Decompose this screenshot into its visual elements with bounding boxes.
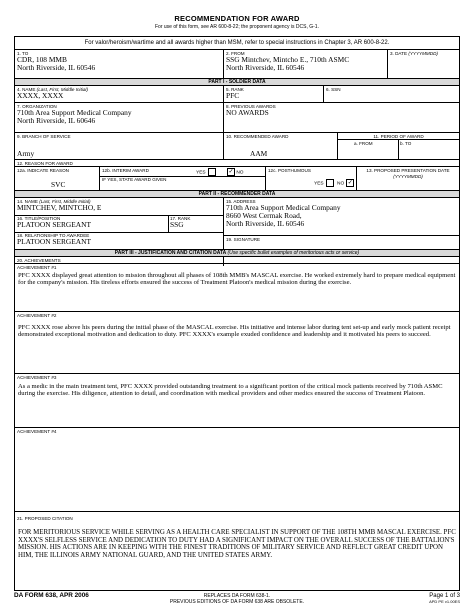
achievement-1[interactable]: ACHIEVEMENT #1 PFC XXXX displayed great attention to mission throughout all phases of 108th MMB's MASCAL exercise. He worked extremely hard to prepare medical equipment for the company's mission. His tireless efforts ensured the success of Treatment Platoon's medical mission during the exercise. xyxy=(15,264,459,312)
row-reason-label: 12. REASON FOR AWARD xyxy=(15,160,459,167)
address-line-2: 8660 West Cermak Road, xyxy=(226,211,302,220)
form-title: RECOMMENDATION FOR AWARD xyxy=(174,14,300,23)
form-body xyxy=(14,36,460,591)
form-id: DA FORM 638, APR 2006 xyxy=(14,592,89,599)
relationship-field[interactable]: 18. RELATIONSHIP TO AWARDEE PLATOON SERGEANT xyxy=(15,232,223,250)
recommender-rank-field[interactable]: 17. RANK SSG xyxy=(168,215,223,232)
address-line-3: North Riverside, IL 60546 xyxy=(226,219,305,228)
part3-title: PART III - JUSTIFICATION AND CITATION DATA (Use specific bullet examples of meritorious acts or service) xyxy=(15,249,459,257)
presentation-date-field[interactable]: 13. PROPOSED PRESENTATION DATE (YYYYMMDD) xyxy=(366,168,450,179)
recommended-award: AAM xyxy=(250,149,268,158)
ssn-field[interactable]: 6. SSN xyxy=(326,87,341,92)
period-field: 11. PERIOD OF AWARD a. FROM b. TO xyxy=(338,133,459,159)
achievement-2-text: PFC XXXX rose above his peers during the initial phase of the MASCAL exercise. His initiative and intense labor during tent set-up and early mock patient receipt demonstrated exceptional motivation and dedication to duty. PFC XXXX's example exuded confidence and leadership and it motivated his peers to succeed. xyxy=(18,324,451,339)
recommender-address-field[interactable]: 15. ADDRESS 710th Area Support Medical Company 8660 West Cermak Road, North Riverside, IL 60546 xyxy=(224,198,459,236)
recommender-name-field[interactable]: 14. NAME (Last, First, Middle Initial) MINTCHEV, MINTCHO, E xyxy=(15,198,223,216)
recommender-name: MINTCHEV, MINTCHO, E xyxy=(17,203,102,212)
organization-field[interactable]: 7. ORGANIZATION 710th Area Support Medical Company North Riverside, IL 60646 xyxy=(15,103,224,132)
branch: Army xyxy=(17,149,35,158)
row-to-from xyxy=(15,50,459,79)
instruction-note: For valor/heroism/wartime and all awards higher than MSM, refer to special instructions in Chapter 3, AR 600-8-22. xyxy=(15,37,459,50)
previous-awards-field[interactable]: 8. PREVIOUS AWARDS NO AWARDS xyxy=(224,103,459,132)
form-subtitle: For use of this form, see AR 600-8-22; the proponent agency is DCS, G-1. xyxy=(155,24,319,30)
recommender-title-field[interactable]: 16. TITLE/POSITION PLATOON SERGEANT xyxy=(15,215,169,232)
achievements-label-row: 20. ACHIEVEMENTS xyxy=(15,257,459,264)
proposed-citation[interactable]: 21. PROPOSED CITATION FOR MERITORIOUS SERVICE WHILE SERVING AS A HEALTH CARE SPECIALIST IN SUPPORT OF THE 108TH MMB MASCAL EXERCISE. PFC XXXX'S SELFLESS SERVICE AND DEDICATION TO DUTY HAD A SIGNIFICANT IMPACT ON THE OVERALL SUCCESS OF THE BATTALION'S MISSION. HIS ACTIONS ARE IN KEEPING WITH THE FINEST TRADITIONS OF MILITARY SERVICE AND REFLECT GREAT CREDIT UPON HIM, THE ILLINOIS ARMY NATIONAL GUARD, AND THE UNITED STATES ARMY. xyxy=(15,512,459,590)
soldier-name: XXXX, XXXX xyxy=(17,91,64,100)
form-header xyxy=(0,14,474,30)
row-soldier-name xyxy=(15,86,459,103)
soldier-name-field[interactable]: 4. NAME (Last, First, Middle Initial) XXXX, XXXX xyxy=(15,86,224,102)
soldier-rank: PFC xyxy=(226,91,240,100)
citation-text: FOR MERITORIOUS SERVICE WHILE SERVING AS A HEALTH CARE SPECIALIST IN SUPPORT OF THE 108TH MMB MASCAL EXERCISE. PFC XXXX'S SELFLESS SERVICE AND DEDICATION TO DUTY HAD A SIGNIFICANT IMPACT ON THE OVERALL SUCCESS OF THE BATTALION'S MISSION. HIS ACTIONS ARE IN KEEPING WITH THE FINEST TRADITIONS OF MILITARY SERVICE AND REFLECT GREAT CREDIT UPON HIM, THE ILLINOIS ARMY NATIONAL GUARD, AND THE UNITED STATES ARMY. xyxy=(18,529,456,559)
recommender-title: PLATOON SERGEANT xyxy=(17,220,91,229)
from-line-1: SSG Mintchev, Mintcho E., 710th ASMC xyxy=(226,55,350,64)
part2-title: PART II - RECOMMENDER DATA xyxy=(15,191,459,198)
row-reason xyxy=(15,167,459,191)
interim-no-checkbox[interactable]: ✓ xyxy=(228,169,234,175)
achievement-1-text: PFC XXXX displayed great attention to mission throughout all phases of 108th MMB's MASCAL exercise. He worked extremely hard to prepare medical equipment for the company's mission. His tireless efforts ensured the success of Treatment Platoon's medical mission during the exercise. xyxy=(18,272,456,287)
relationship: PLATOON SERGEANT xyxy=(17,237,91,246)
soldier-rank-field[interactable]: 5. RANK PFC xyxy=(224,86,324,102)
posthumous-field: 12c. POSTHUMOUS YES NO ✓ xyxy=(266,167,357,190)
period-from-field[interactable]: a. FROM xyxy=(338,140,399,159)
interim-yes-checkbox[interactable] xyxy=(208,168,216,176)
org-line-1: 710th Area Support Medical Company xyxy=(17,108,132,117)
date-field[interactable]: 3. DATE (YYYYMMDD) xyxy=(390,51,438,56)
state-award-label: IF YES, STATE AWARD GIVEN xyxy=(102,177,167,182)
to-field[interactable]: 1. TO CDR, 108 MMB North Riverside, IL 60546 xyxy=(15,50,224,78)
achievement-3-text: As a medic in the main treatment tent, PFC XXXX provided outstanding treatment to a significant portion of the critical mock patients received by 710th ASMC during the exercise. His diligence, attention to detail, and coordination with medical providers and other medics ensured the success of Treatment Platoon. xyxy=(18,383,443,398)
to-line-2: North Riverside, IL 60546 xyxy=(17,63,96,72)
period-to-field[interactable]: b. TO xyxy=(400,141,412,146)
branch-field[interactable]: 9. BRANCH OF SERVICE Army xyxy=(15,133,224,159)
achievement-4[interactable]: ACHIEVEMENT #4 xyxy=(15,428,459,512)
posthumous-yes-checkbox[interactable] xyxy=(326,179,334,187)
org-line-2: North Riverside, IL 60646 xyxy=(17,116,96,125)
page-number: Page 1 of 3 APD PE v1.00ES xyxy=(429,593,460,604)
posthumous-no-checkbox[interactable]: ✓ xyxy=(347,180,353,186)
from-line-2: North Riverside, IL 60546 xyxy=(226,63,305,72)
recommender-rank: SSG xyxy=(170,220,184,229)
achievement-3[interactable]: ACHIEVEMENT #3 As a medic in the main treatment tent, PFC XXXX provided outstanding treatment to a significant portion of the critical mock patients received by 710th ASMC during the exercise. His diligence, attention to detail, and coordination with medical providers and other medics ensured the success of Treatment Platoon. xyxy=(15,374,459,428)
footer-notes: REPLACES DA FORM 638-1. PREVIOUS EDITIONS OF DA FORM 638 ARE OBSOLETE. xyxy=(169,593,305,605)
reason-indicate: SVC xyxy=(51,180,66,189)
interim-award-field: 12b. INTERIM AWARD YES ✓ NO IF YES, STATE AWARD GIVEN xyxy=(100,167,266,190)
previous-awards: NO AWARDS xyxy=(226,108,269,117)
row-branch xyxy=(15,133,459,160)
to-line-1: CDR, 108 MMB xyxy=(17,55,67,64)
row-organization xyxy=(15,103,459,133)
achievement-2[interactable]: ACHIEVEMENT #2 PFC XXXX rose above his peers during the initial phase of the MASCAL exercise. His initiative and intense labor during tent set-up and early mock patient receipt demonstrated exceptional motivation and dedication to duty. PFC XXXX's example exuded confidence and leadership and it motivated his peers to succeed. xyxy=(15,312,459,374)
signature-field[interactable]: 19. SIGNATURE xyxy=(226,237,261,242)
part1-title: PART I - SOLDIER DATA xyxy=(15,79,459,86)
reason-indicate-field[interactable]: 12a. INDICATE REASON SVC xyxy=(15,167,100,190)
recommended-award-field[interactable]: 10. RECOMMENDED AWARD AAM xyxy=(224,133,338,159)
from-field[interactable]: 2. FROM SSG Mintchev, Mintcho E., 710th ASMC North Riverside, IL 60546 xyxy=(224,50,388,78)
address-line-1: 710th Area Support Medical Company xyxy=(226,203,341,212)
